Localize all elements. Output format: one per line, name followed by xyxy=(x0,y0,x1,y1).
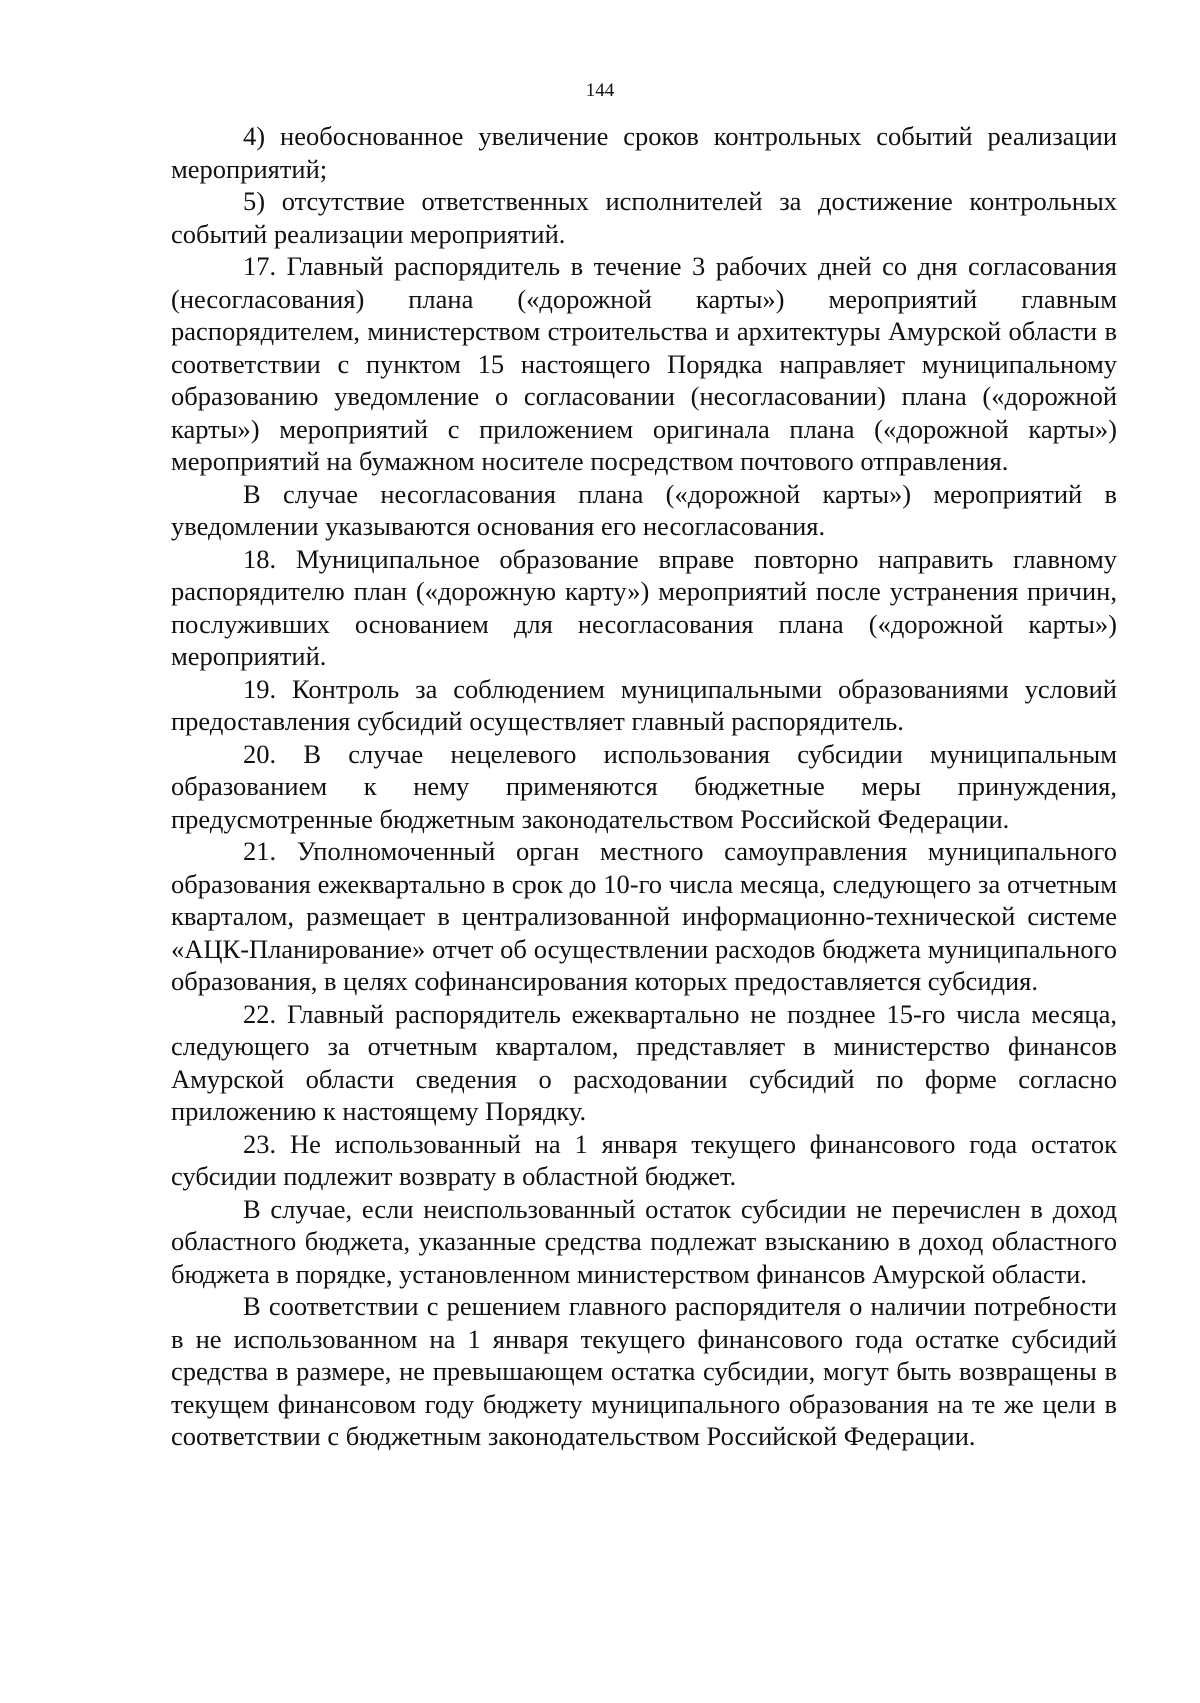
paragraph-17-note: В случае несогласования плана («дорожной карты») мероприятий в уведомлении указываются основания его несогласования. xyxy=(171,478,1117,541)
paragraph-17: 17. Главный распорядитель в течение 3 рабочих дней со дня согласования (несогласования) плана («дорожной карты») мероприятий главным распорядителем, министерством строительства и архитектуры Амурской области в соответствии с пунктом 15 настоящего Порядка направляет муниципальному образованию уведомление о согласовании (несогласовании) плана («дорожной карты») мероприятий с приложением оригинала плана («дорожной карты») мероприятий на бумажном носителе посредством почтового отправления. xyxy=(171,251,1117,476)
paragraph-23-recovery: В случае, если неиспользованный остаток субсидии не перечислен в доход областного бюджета, указанные средства подлежат взысканию в доход областного бюджета в порядке, установленном министерством финансов Амурской области. xyxy=(171,1193,1117,1289)
page-number: 144 xyxy=(585,80,615,101)
paragraph-19: 19. Контроль за соблюдением муниципальными образованиями условий предоставления субсидий осуществляет главный распорядитель. xyxy=(171,673,1117,736)
paragraph-23-return: В соответствии с решением главного распорядителя о наличии потребности в не использованном на 1 января текущего финансового года остатке субсидий средства в размере, не превышающем остатка субсидии, могут быть возвращены в текущем финансовом году бюджету муниципального образования на те же цели в соответствии с бюджетным законодательством Российской Федерации. xyxy=(171,1291,1117,1451)
paragraph-18: 18. Муниципальное образование вправе повторно направить главному распорядителю план («дорожную карту») мероприятий после устранения причин, послуживших основанием для несогласования плана («дорожной карты») мероприятий. xyxy=(171,543,1117,671)
document-body xyxy=(171,120,1117,1453)
paragraph-20: 20. В случае нецелевого использования субсидии муниципальным образованием к нему применяются бюджетные меры принуждения, предусмотренные бюджетным законодательством Российской Федерации. xyxy=(171,738,1117,834)
paragraph-23: 23. Не использованный на 1 января текущего финансового года остаток субсидии подлежит возврату в областной бюджет. xyxy=(171,1128,1117,1191)
paragraph-item-4: 4) необоснованное увеличение сроков контрольных событий реализации мероприятий; xyxy=(171,121,1117,184)
paragraph-22: 22. Главный распорядитель ежеквартально не позднее 15-го числа месяца, следующего за отчетным кварталом, представляет в министерство финансов Амурской области сведения о расходовании субсидий по форме согласно приложению к настоящему Порядку. xyxy=(171,998,1117,1126)
paragraph-item-5: 5) отсутствие ответственных исполнителей за достижение контрольных событий реализации мероприятий. xyxy=(171,186,1117,249)
paragraph-21: 21. Уполномоченный орган местного самоуправления муниципального образования ежеквартально в срок до 10-го числа месяца, следующего за отчетным кварталом, размещает в централизованной информационно-технической системе «АЦК-Планирование» отчет об осуществлении расходов бюджета муниципального образования, в целях софинансирования которых предоставляется субсидия. xyxy=(171,836,1117,996)
